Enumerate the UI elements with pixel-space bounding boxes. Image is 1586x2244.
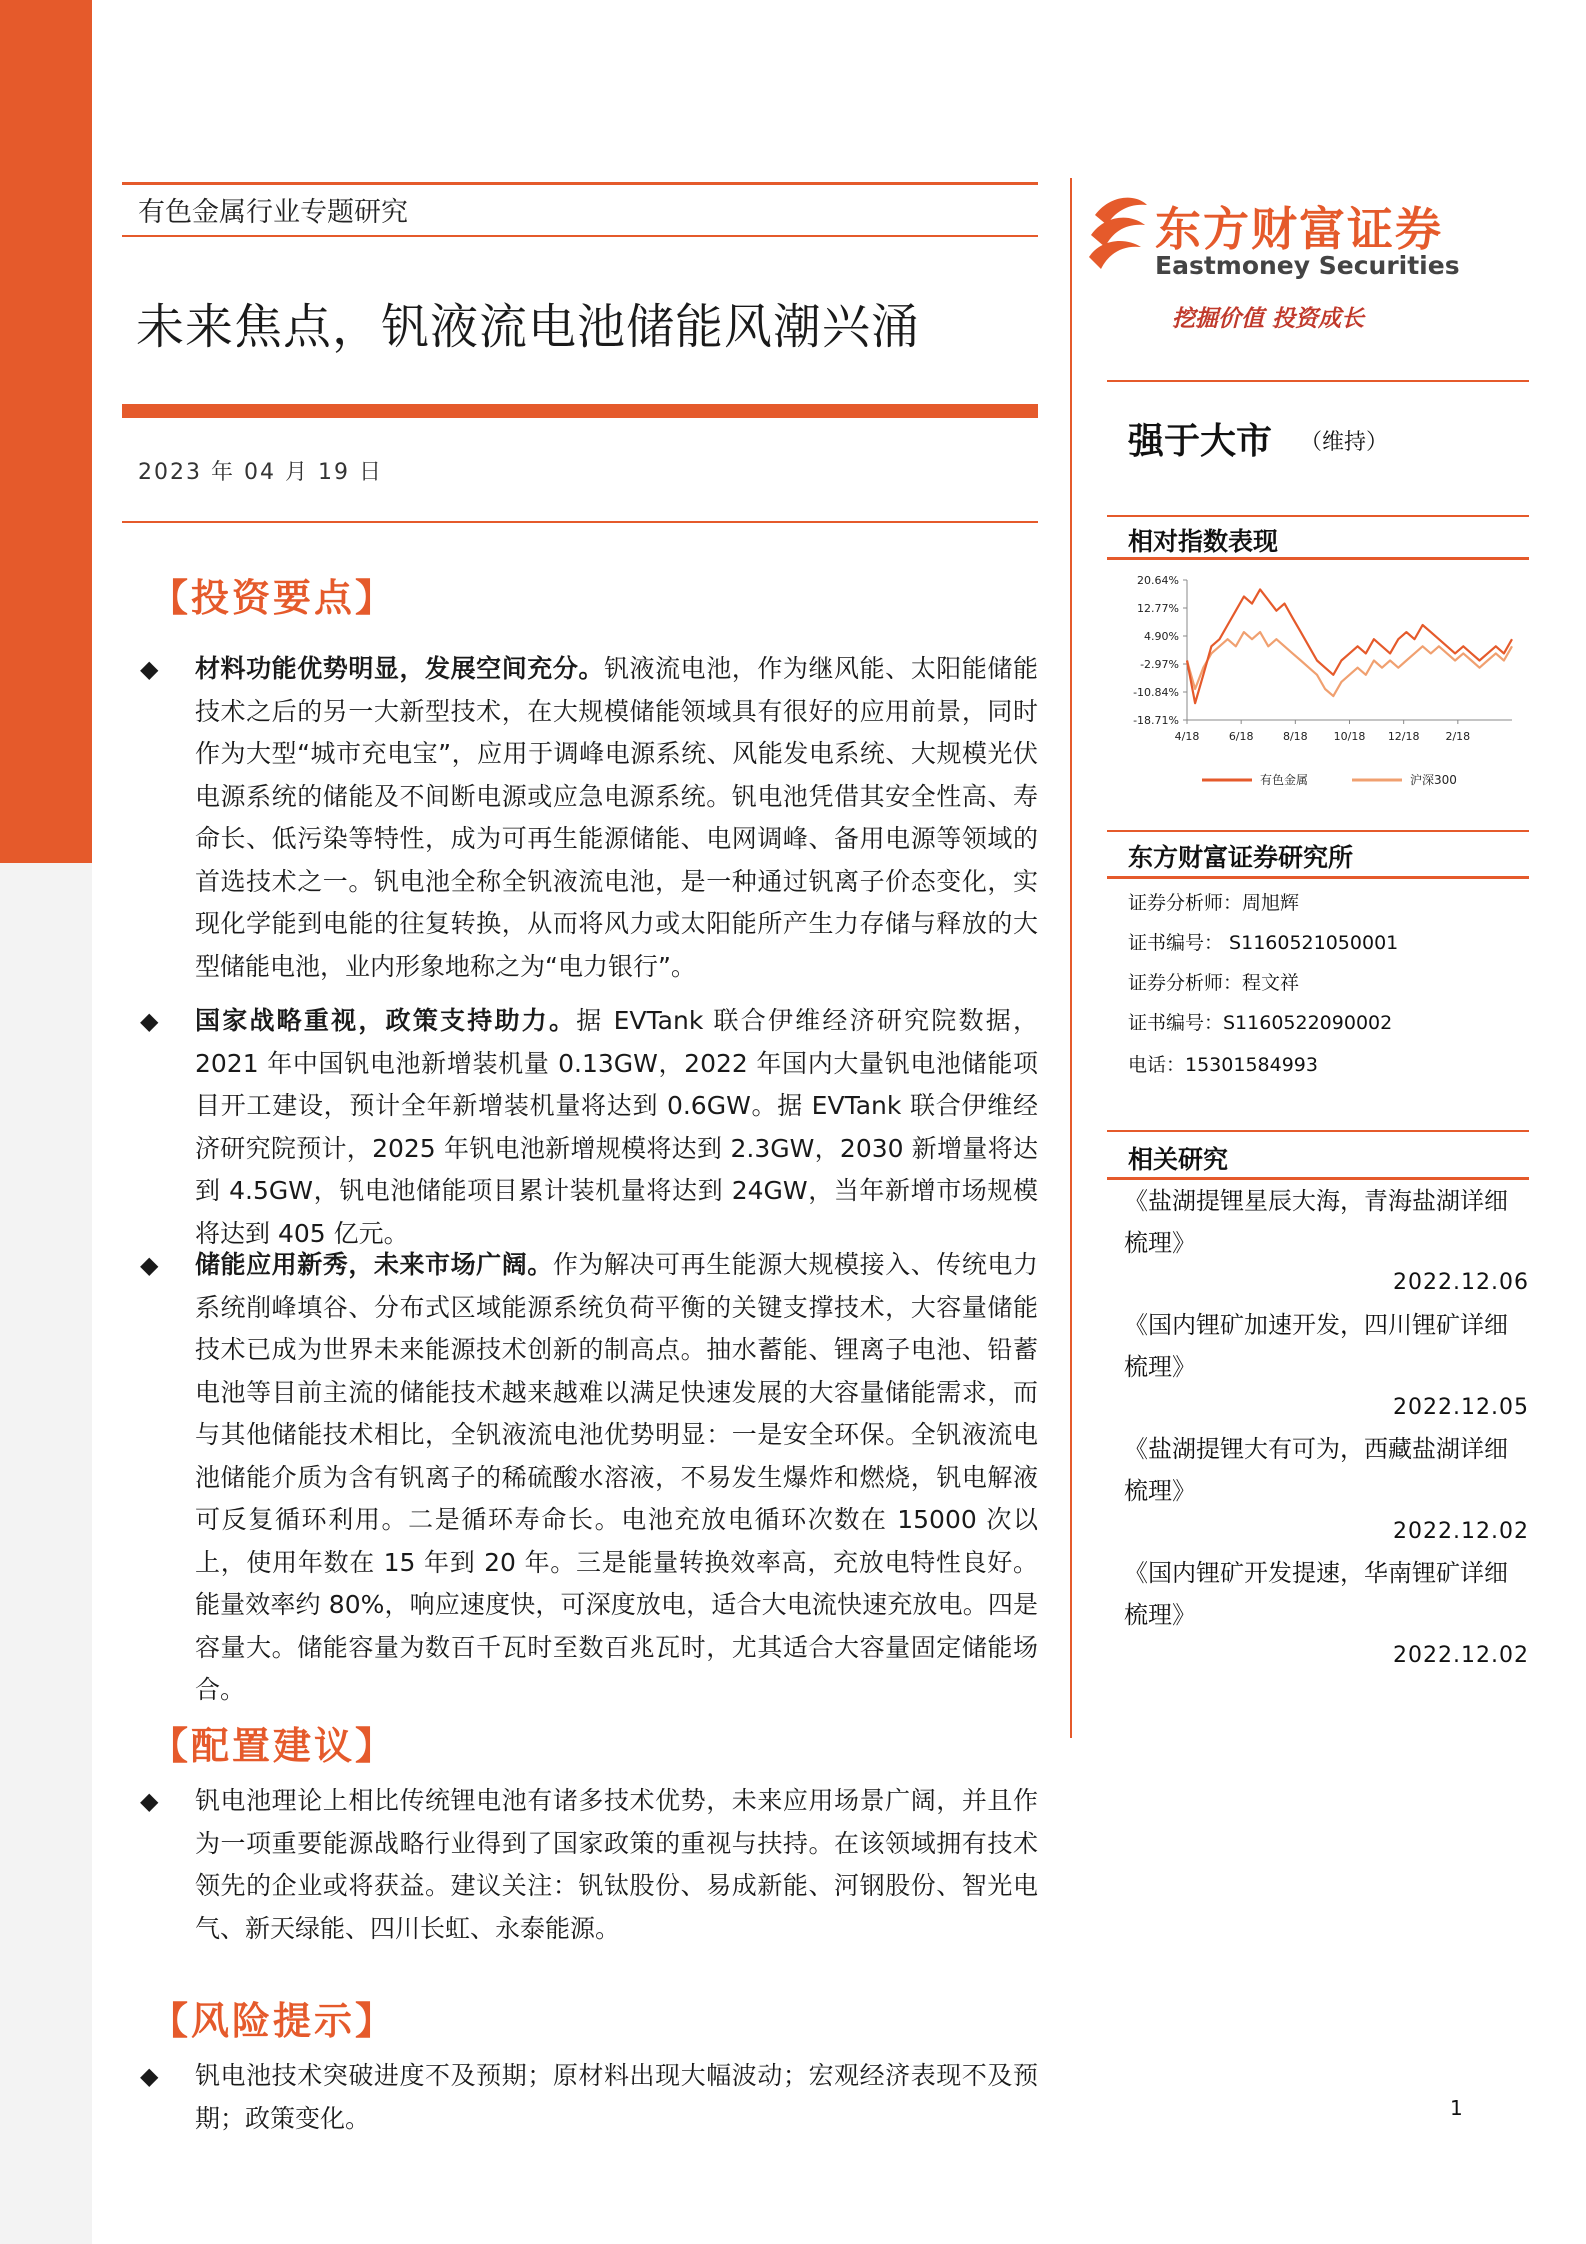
series-line	[1187, 632, 1512, 696]
analyst-info: 证券分析师：周旭辉	[1128, 892, 1300, 914]
bullet-item	[138, 1780, 1038, 1950]
related-report-date: 2022.12.06	[1393, 1270, 1529, 1295]
analyst-info: 证券分析师：程文祥	[1128, 972, 1300, 994]
date-rule	[122, 521, 1038, 523]
analyst-info: 证书编号：S1160522090002	[1128, 1012, 1393, 1034]
brand-name-cn: 东方财富证券	[1155, 202, 1443, 256]
diamond-icon: ◆	[140, 2062, 159, 2090]
category-rule-top	[122, 182, 1038, 185]
institute-name: 东方财富证券研究所	[1128, 843, 1354, 872]
related-report-date: 2022.12.02	[1393, 1643, 1529, 1668]
bullet-item	[138, 1244, 1038, 1712]
y-tick-label: 20.64%	[1137, 574, 1179, 587]
side-band-lower	[0, 863, 92, 2244]
institute-rule-top	[1107, 830, 1529, 832]
institute-rule	[1107, 876, 1529, 879]
analyst-info: 电话：15301584993	[1128, 1054, 1318, 1076]
report-title: 未来焦点，钒液流电池储能风潮兴涌	[136, 299, 921, 355]
sidebar-label: 行业研究 / 有色金属/ 证券研究报告	[87, 205, 122, 712]
bullet-item	[138, 648, 1038, 988]
bullet-text: 作为解决可再生能源大规模接入、传统电力系统削峰填谷、分布式区域能源系统负荷平衡的关键支撑技术，大容量储能技术已成为世界未来能源技术创新的制高点。抽水蓄能、锂离子电池、铅蓄电池等目前主流的储能技术越来越难以满足快速发展的大容量储能需求，而与其他储能技术相比，全钒液流电池优势明显：一是安全环保。全钒液流电池储能介质为含有钒离子的稀硫酸水溶液，不易发生爆炸和燃烧，钒电解液可反复循环利用。二是循环寿命长。电池充放电循环次数在 15000 次以上，使用年数在 15 年到 20 年。三是能量转换效率高，充放电特性良好。能量效率约 80%，响应速度快，可深度放电，适合大电流快速充放电。四是容量大。储能容量为数百千瓦时至数百兆瓦时，尤其适合大容量固定储能场合。	[195, 1250, 1038, 1704]
related-report-date: 2022.12.05	[1393, 1395, 1529, 1420]
bullet-item	[138, 2055, 1038, 2140]
x-tick-label: 6/18	[1228, 730, 1254, 743]
legend-label: 有色金属	[1260, 773, 1309, 787]
x-tick-label: 4/18	[1174, 730, 1200, 743]
category-rule-bottom	[122, 235, 1038, 237]
bullet-text: 钒液流电池，作为继风能、太阳能储能技术之后的另一大新型技术，在大规模储能领域具有很好的应用前景，同时作为大型“城市充电宝”，应用于调峰电源系统、风能发电系统、大规模光伏电源系统的储能及不间断电源或应急电源系统。钒电池凭借其安全性高、寿命长、低污染等特性，成为可再生能源储能、电网调峰、备用电源等领域的首选技术之一。钒电池全称全钒液流电池，是一种通过钒离子价态变化，实现化学能到电能的往复转换，从而将风力或太阳能所产生力存储与释放的大型储能电池，业内形象地称之为“电力银行”。	[195, 654, 1038, 981]
related-rule-top	[1107, 1130, 1529, 1132]
x-tick-label: 8/18	[1282, 730, 1308, 743]
x-tick-label: 12/18	[1387, 730, 1420, 743]
brand-mark-icon	[1085, 185, 1151, 275]
related-heading: 相关研究	[1128, 1145, 1229, 1174]
y-tick-label: -18.71%	[1133, 714, 1179, 727]
rating-note: （维持）	[1300, 430, 1389, 455]
y-tick-label: -2.97%	[1140, 658, 1179, 671]
relative-index-chart	[1107, 570, 1529, 805]
bullet-item	[138, 1000, 1038, 1255]
column-divider	[1070, 178, 1072, 1738]
related-report-link[interactable]: 《国内锂矿开发提速，华南锂矿详细梳理》	[1124, 1559, 1508, 1629]
brand-logo	[1085, 185, 1485, 285]
section-heading-allocation: 【配置建议】	[150, 1724, 397, 1768]
section-heading-risk: 【风险提示】	[150, 1999, 397, 2043]
brand-name-en: Eastmoney Securities	[1155, 251, 1460, 280]
section-heading-investment: 【投资要点】	[150, 576, 397, 620]
diamond-icon: ◆	[140, 655, 159, 683]
x-tick-label: 10/18	[1333, 730, 1366, 743]
related-report-date: 2022.12.02	[1393, 1519, 1529, 1544]
chart-rule-top	[1107, 515, 1529, 517]
bullet-text: 钒电池技术突破进度不及预期；原材料出现大幅波动；宏观经济表现不及预期；政策变化。	[195, 2061, 1038, 2133]
legend-label: 沪深300	[1410, 773, 1457, 787]
page-number: 1	[1450, 2096, 1463, 2120]
report-date: 2023 年 04 月 19 日	[138, 460, 383, 485]
diamond-icon: ◆	[140, 1251, 159, 1279]
related-report-link[interactable]: 《盐湖提锂星辰大海，青海盐湖详细梳理》	[1124, 1187, 1508, 1257]
bullet-lead: 国家战略重视，政策支持助力。	[195, 1006, 577, 1035]
y-tick-label: 12.77%	[1137, 602, 1179, 615]
rating-value: 强于大市	[1128, 421, 1273, 462]
y-tick-label: -10.84%	[1133, 686, 1179, 699]
analyst-info: 证书编号： S1160521050001	[1128, 932, 1399, 954]
y-tick-label: 4.90%	[1144, 630, 1179, 643]
related-report-link[interactable]: 《盐湖提锂大有可为，西藏盐湖详细梳理》	[1124, 1435, 1508, 1505]
bullet-text: 钒电池理论上相比传统锂电池有诸多技术优势，未来应用场景广阔，并且作为一项重要能源战略行业得到了国家政策的重视与扶持。在该领域拥有技术领先的企业或将获益。建议关注：钒钛股份、易成新能、河钢股份、智光电气、新天绿能、四川长虹、永泰能源。	[195, 1786, 1038, 1943]
brand-slogan: 挖掘价值 投资成长	[1172, 306, 1365, 332]
diamond-icon: ◆	[140, 1007, 159, 1035]
bullet-lead: 材料功能优势明显，发展空间充分。	[195, 654, 604, 683]
bullet-lead: 储能应用新秀，未来市场广阔。	[195, 1250, 553, 1279]
chart-title: 相对指数表现	[1128, 527, 1279, 556]
diamond-icon: ◆	[140, 1787, 159, 1815]
report-category: 有色金属行业专题研究	[138, 197, 408, 228]
x-tick-label: 2/18	[1445, 730, 1471, 743]
title-bar	[122, 404, 1038, 418]
chart-rule-under-title	[1107, 557, 1529, 560]
related-report-link[interactable]: 《国内锂矿加速开发，四川锂矿详细梳理》	[1124, 1311, 1508, 1381]
bullet-text: 据 EVTank 联合伊维经济研究院数据，2021 年中国钒电池新增装机量 0.13GW，2022 年国内大量钒电池储能项目开工建设，预计全年新增装机量将达到 0.6GW。据 EVTank 联合伊维经济研究院预计，2025 年钒电池新增规模将达到 2.3GW，2030 新增量将达到 4.5GW，钒电池储能项目累计装机量将达到 24GW，当年新增市场规模将达到 405 亿元。	[195, 1006, 1038, 1248]
rating-rule	[1107, 380, 1529, 382]
